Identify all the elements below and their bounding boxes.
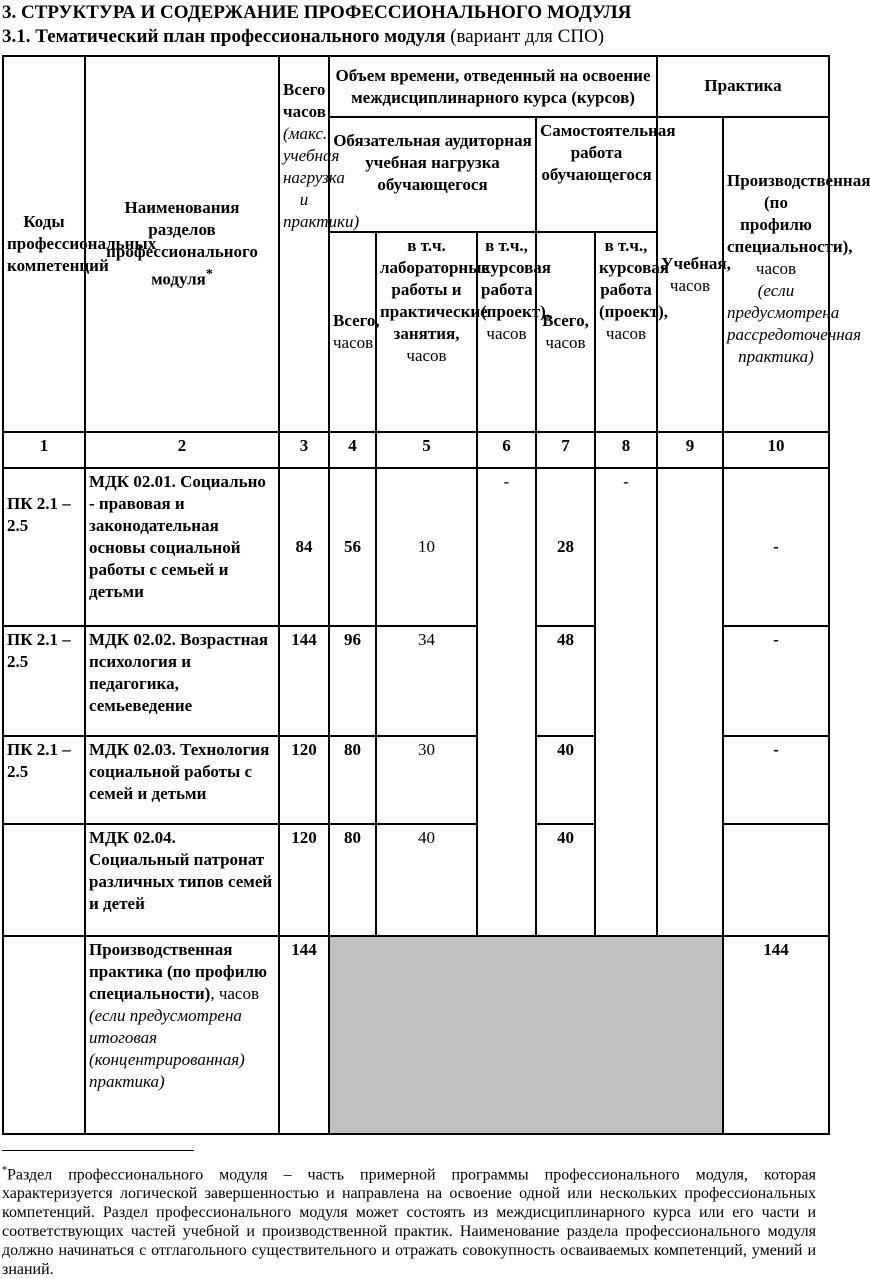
row-educational — [657, 626, 723, 736]
practice-code — [3, 936, 85, 1134]
header-independent-work: Самостоятельная работа обучающегося — [536, 117, 657, 232]
row-independent-coursework: - — [595, 468, 657, 936]
row-code — [3, 824, 85, 936]
subsection-heading-bold: 3.1. Тематический план профессионального модуля — [2, 26, 446, 47]
header-mandatory-coursework-unit: часов — [486, 324, 527, 343]
subsection-heading-note: (вариант для СПО) — [445, 26, 605, 47]
practice-name-sep: , — [210, 984, 215, 1003]
section-heading: 3. СТРУКТУРА И СОДЕРЖАНИЕ ПРОФЕССИОНАЛЬНОГО МОДУЛЯ — [2, 2, 632, 23]
header-mandatory-coursework — [477, 232, 552, 432]
header-mandatory-labs-title: в т.ч. лабораторные работы и практические занятия, — [380, 236, 490, 343]
row-code: ПК 2.1 – 2.5 — [3, 626, 85, 736]
header-names — [85, 56, 279, 432]
row-mandatory-labs: 10 — [376, 468, 477, 626]
header-educational-title: Учебная, — [661, 253, 731, 273]
row-mandatory-coursework: - — [477, 468, 536, 936]
row-mandatory-total: 80 — [329, 824, 376, 936]
row-mandatory-labs: 30 — [376, 736, 477, 824]
row-production — [723, 824, 829, 936]
header-total-hours — [279, 56, 360, 432]
column-number: 1 — [3, 432, 85, 468]
row-name: МДК 02.01. Социально - правовая и законодательная основы социальной работы с семьей и детьми — [85, 468, 279, 626]
practice-name-note: (если предусмотрена итоговая (концентрированная) практика) — [89, 1006, 245, 1091]
row-independent-total: 28 — [536, 468, 595, 626]
header-mandatory-labs-unit: часов — [406, 346, 447, 365]
row-code: ПК 2.1 – 2.5 — [3, 736, 85, 824]
row-educational — [657, 468, 723, 626]
row-mandatory-total: 96 — [329, 626, 376, 736]
row-mandatory-total: 56 — [329, 468, 376, 626]
practice-name-unit: часов — [218, 984, 259, 1003]
practice-shaded-cell — [329, 936, 723, 1134]
header-production-note: (если предусмотрена рассредоточенная практика) — [727, 281, 862, 366]
header-mandatory-total-title: Всего, — [333, 311, 380, 330]
header-educational-unit: часов — [669, 275, 711, 295]
header-independent-total-unit: часов — [545, 333, 586, 352]
header-mandatory-labs — [376, 232, 490, 432]
column-number: 9 — [657, 432, 723, 468]
row-mandatory-labs: 40 — [376, 824, 477, 936]
header-mandatory-total — [329, 232, 380, 432]
row-independent-total: 40 — [536, 736, 595, 824]
header-production-practice — [723, 117, 870, 432]
header-independent-coursework — [595, 232, 670, 432]
header-independent-total-title: Всего, — [542, 311, 589, 330]
footnote — [2, 1161, 816, 1279]
column-numbers-row — [3, 432, 829, 468]
column-number: 7 — [536, 432, 595, 468]
row-mandatory-total: 80 — [329, 736, 376, 824]
practice-total: 144 — [279, 936, 329, 1134]
header-total-hours-title: Всего часов — [283, 80, 326, 121]
thematic-plan-table — [2, 55, 870, 1135]
row-educational — [657, 824, 723, 936]
header-names-text: Наименования разделов профессионального модуля — [106, 198, 258, 289]
footnote-mark: * — [2, 1165, 7, 1176]
footnote-text: Раздел профессионального модуля – часть примерной программы профессионального модуля, которая характеризуется логической завершенностью и направлена на освоение одной или нескольких профессиональных компетенций. Раздел профессионального модуля может состоять из междисциплинарного курса или его части и соответствующих частей учебной и производственной практик. Наименование раздела профессионального модуля должно начинаться с отглагольного существительного и отражать совокупность осваиваемых компетенций, умений и знаний. — [2, 1166, 816, 1279]
column-number: 2 — [85, 432, 279, 468]
header-codes: Коды профессиональных компетенций — [3, 56, 85, 432]
header-total-hours-note: (макс. учебная нагрузка и практики) — [283, 124, 360, 231]
practice-name-title: Производственная практика (по профилю специальности) — [89, 940, 268, 1003]
row-code: ПК 2.1 – 2.5 — [3, 468, 85, 626]
footnote-divider — [2, 1150, 194, 1151]
row-production: - — [723, 736, 829, 824]
column-number: 5 — [376, 432, 477, 468]
row-total: 144 — [279, 626, 329, 736]
row-name: МДК 02.02. Возрастная психология и педагогика, семьеведение — [85, 626, 279, 736]
row-independent-total: 48 — [536, 626, 595, 736]
row-name: МДК 02.04. Социальный патронат различных типов семей и детей — [85, 824, 279, 936]
row-educational — [657, 736, 723, 824]
header-production-title: Производственная (по профилю специальности), — [727, 171, 870, 256]
subsection-heading — [2, 26, 604, 48]
table-row — [3, 468, 829, 626]
row-production: - — [723, 626, 829, 736]
practice-name — [85, 936, 279, 1134]
header-practice-group: Практика — [657, 56, 829, 117]
table-row — [3, 736, 829, 824]
table-row — [3, 824, 829, 936]
practice-row — [3, 936, 829, 1134]
column-number: 6 — [477, 432, 536, 468]
column-number: 3 — [279, 432, 329, 468]
row-total: 120 — [279, 824, 329, 936]
footnote-mark-ref: * — [205, 266, 213, 283]
column-number: 8 — [595, 432, 657, 468]
row-production: - — [723, 468, 829, 626]
header-time-group: Объем времени, отведенный на освоение междисциплинарного курса (курсов) — [329, 56, 657, 117]
column-number: 10 — [723, 432, 829, 468]
row-total: 120 — [279, 736, 329, 824]
row-total: 84 — [279, 468, 329, 626]
column-number: 4 — [329, 432, 376, 468]
header-production-unit: часов — [755, 259, 797, 278]
header-independent-coursework-unit: часов — [605, 324, 647, 343]
practice-production: 144 — [723, 936, 829, 1134]
header-independent-coursework-title: в т.ч., курсовая работа (проект), — [599, 236, 670, 321]
table-row — [3, 626, 829, 736]
header-mandatory-load: Обязательная аудиторная учебная нагрузка обучающегося — [329, 117, 536, 232]
row-independent-total: 40 — [536, 824, 595, 936]
row-mandatory-labs: 34 — [376, 626, 477, 736]
header-mandatory-total-unit: часов — [333, 333, 374, 352]
header-mandatory-coursework-title: в т.ч., курсовая работа (проект), — [481, 236, 552, 321]
row-name: МДК 02.03. Технология социальной работы с семей и детьми — [85, 736, 279, 824]
